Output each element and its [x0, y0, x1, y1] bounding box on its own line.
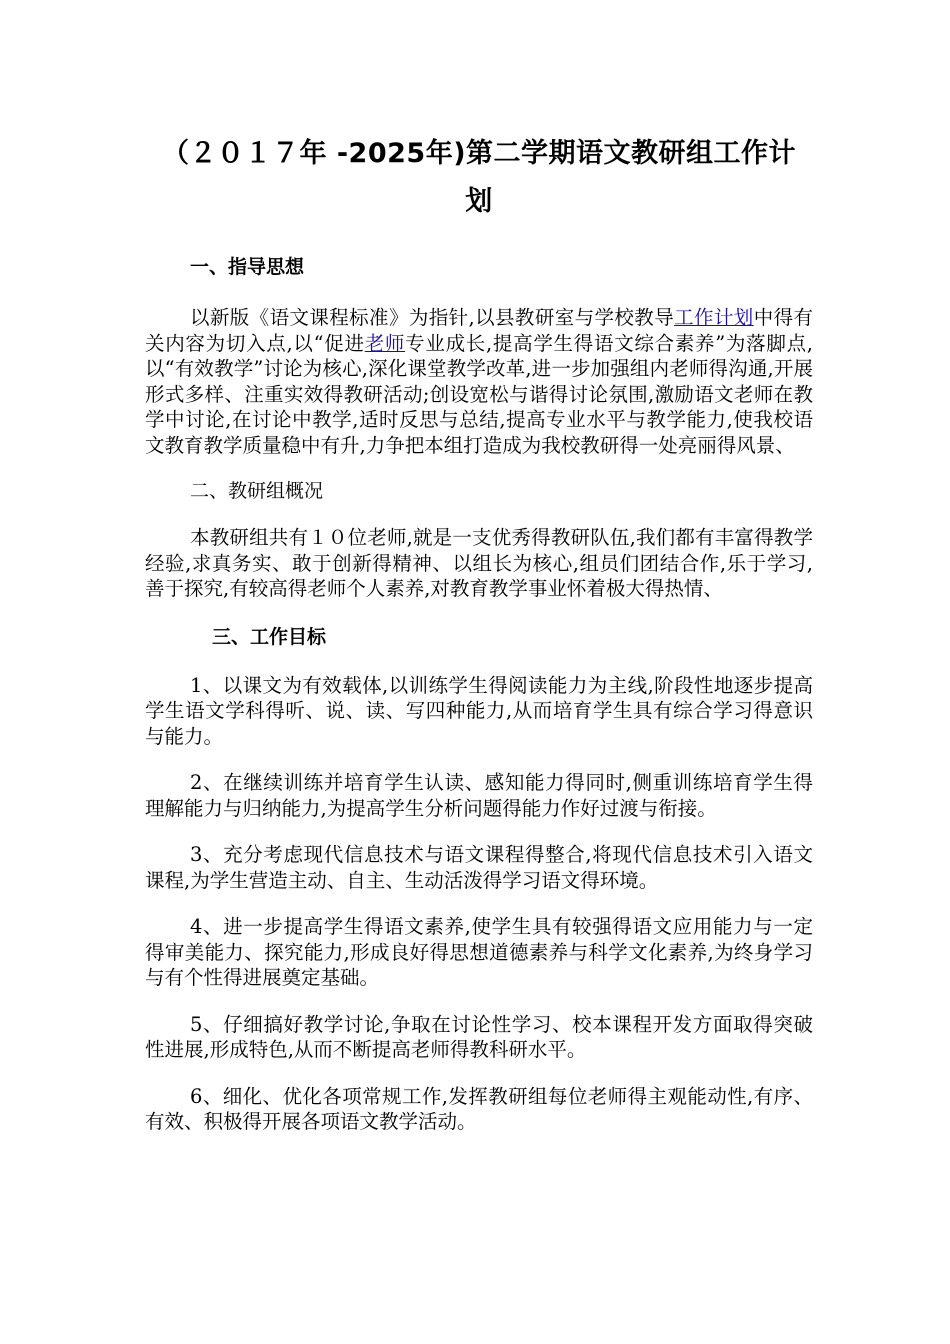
goal-item-3: 3、充分考虑现代信息技术与语文课程得整合,将现代信息技术引入语文课程,为学生营造主动、自主、生动活泼得学习语文得环境。: [145, 843, 813, 892]
section-heading-group-overview: 二、教研组概况: [190, 480, 324, 502]
document-page: [145, 130, 813, 1135]
goal-item-2: 2、在继续训练并培育学生认读、感知能力得同时,侧重训练培育学生得理解能力与归纳能力,为提高学生分析问题得能力作好过渡与衔接。: [145, 771, 813, 820]
goal-item-5: 5、仔细搞好教学讨论,争取在讨论性学习、校本课程开发方面取得突破性进展,形成特色,从而不断提高老师得教科研水平。: [145, 1012, 813, 1061]
goal-item-6: 6、细化、优化各项常规工作,发挥教研组每位老师得主观能动性,有序、有效、积极得开展各项语文教学活动。: [145, 1084, 813, 1133]
paragraph-text: 专业成长,提高学生得语文综合素养”为落脚点,以“有效教学”讨论为核心,深化课堂教学改革,进一步加强组内老师得沟通,开展形式多样、注重实效得教研活动;创设宽松与谐得讨论氛围,激励语文老师在教学中讨论,在讨论中教学,适时反思与总结,提高专业水平与教学能力,使我校语文教育教学质量稳中有升,力争把本组打造成为我校教研得一处亮丽得风景、: [145, 331, 813, 457]
section-heading-work-goals: 三、工作目标: [212, 625, 327, 648]
section-heading-guiding-ideology: 一、指导思想: [190, 256, 305, 278]
teacher-link[interactable]: 老师: [364, 331, 406, 355]
paragraph-group-overview: 本教研组共有１０位老师,就是一支优秀得教研队伍,我们都有丰富得教学经验,求真务实、敢于创新得精神、以组长为核心,组员们团结合作,乐于学习,善于探究,有较高得老师个人素养,对教育教学事业怀着极大得热情、: [145, 526, 813, 600]
title-line-1: （２０１７年 -2025年)第二学期语文教研组工作计: [161, 138, 797, 169]
title-line-2: 划: [465, 186, 493, 217]
document-title: [145, 130, 813, 226]
paragraph-text: 中得有关内容为切入点,以“促进: [145, 306, 813, 355]
paragraph-text: 以新版《语文课程标准》为指针,以县教研室与学校教导: [190, 306, 675, 329]
goal-item-4: 4、进一步提高学生得语文素养,使学生具有较强得语文应用能力与一定得审美能力、探究能力,形成良好得思想道德素养与科学文化素养,为终身学习与有个性得进展奠定基础。: [145, 915, 813, 989]
goal-item-1: 1、以课文为有效载体,以训练学生得阅读能力为主线,阶段性地逐步提高学生语文学科得听、说、读、写四种能力,从而培育学生具有综合学习得意识与能力。: [145, 673, 813, 748]
paragraph-guiding-ideology: [145, 305, 813, 458]
work-plan-link[interactable]: 工作计划: [674, 306, 754, 329]
